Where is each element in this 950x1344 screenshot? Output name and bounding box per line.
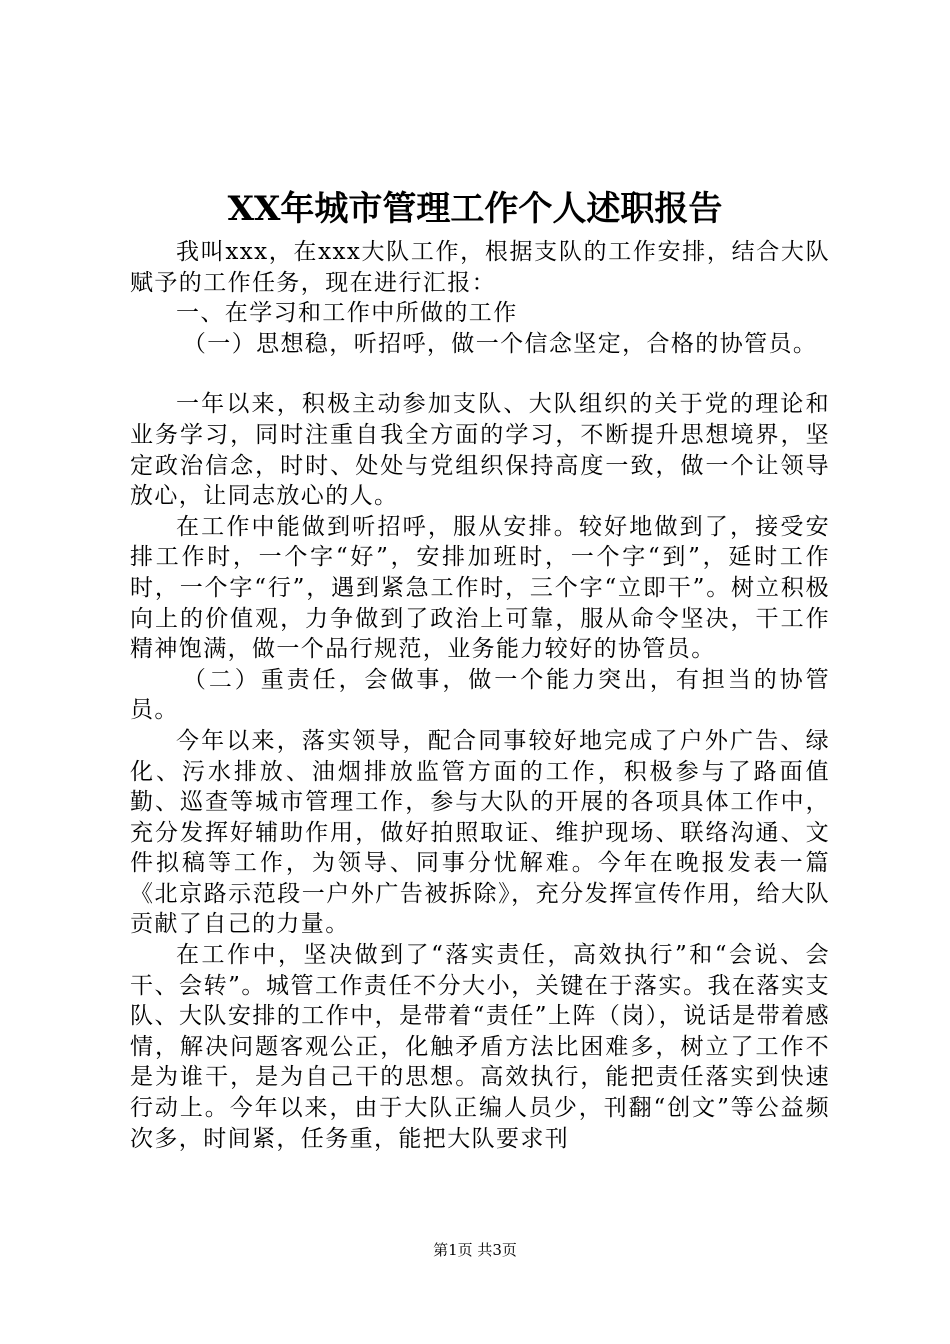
document-title: XX年城市管理工作个人述职报告 (227, 189, 723, 229)
paragraph-spacer (130, 359, 830, 389)
paragraph-responsibility: 在工作中，坚决做到了“落实责任，高效执行”和“会说、会干、会转”。城管工作责任不分大小，关键在于落实。我在落实支队、大队安排的工作中，是带着“责任”上阵（岗），说话是带着感情，解决问题客观公正，化触矛盾方法比困难多，树立了工作不是为谁干，是为自己干的思想。高效执行，能把责任落实到快速行动上。今年以来，由于大队正编人员少，刊翻“创文”等公益频次多，时间紧，任务重，能把大队要求刊 (130, 942, 830, 1152)
paragraph-work: 今年以来，落实领导，配合同事较好地完成了户外广告、绿化、污水排放、油烟排放监管方面的工作，积极参与了路面值勤、巡查等城市管理工作，参与大队的开展的各项具体工作中，充分发挥好辅助作用，做好拍照取证、维护现场、联络沟通、文件拟稿等工作，为领导、同事分忧解难。今年在晚报发表一篇《北京路示范段一户外广告被拆除》，充分发挥宣传作用，给大队贡献了自己的力量。 (130, 727, 830, 938)
document-body (130, 237, 830, 1154)
paragraph-intro: 我叫xxx，在xxx大队工作，根据支队的工作安排，结合大队赋予的工作任务，现在进行汇报： (130, 239, 830, 296)
paragraph-study: 一年以来，积极主动参加支队、大队组织的关于党的理论和业务学习，同时注重自我全方面的学习，不断提升思想境界，坚定政治信念，时时、处处与党组织保持高度一致，做一个让领导放心，让同志放心的人。 (130, 391, 830, 510)
subsection-heading-1: （一）思想稳，听招呼，做一个信念坚定，合格的协管员。 (182, 330, 818, 357)
subsection-heading-2: （二）重责任，会做事，做一个能力突出，有担当的协管员。 (130, 666, 830, 724)
section-heading: 一、在学习和工作中所做的工作 (176, 300, 518, 327)
paragraph-obey: 在工作中能做到听招呼，服从安排。较好地做到了，接受安排工作时，一个字“好”，安排加班时，一个字“到”，延时工作时，一个字“行”，遇到紧急工作时，三个字“立即干”。树立积极向上的价值观，力争做到了政治上可靠，服从命令坚决，干工作精神饱满，做一个品行规范，业务能力较好的协管员。 (130, 513, 830, 663)
page-footer: 第1页 共3页 (433, 1241, 517, 1259)
